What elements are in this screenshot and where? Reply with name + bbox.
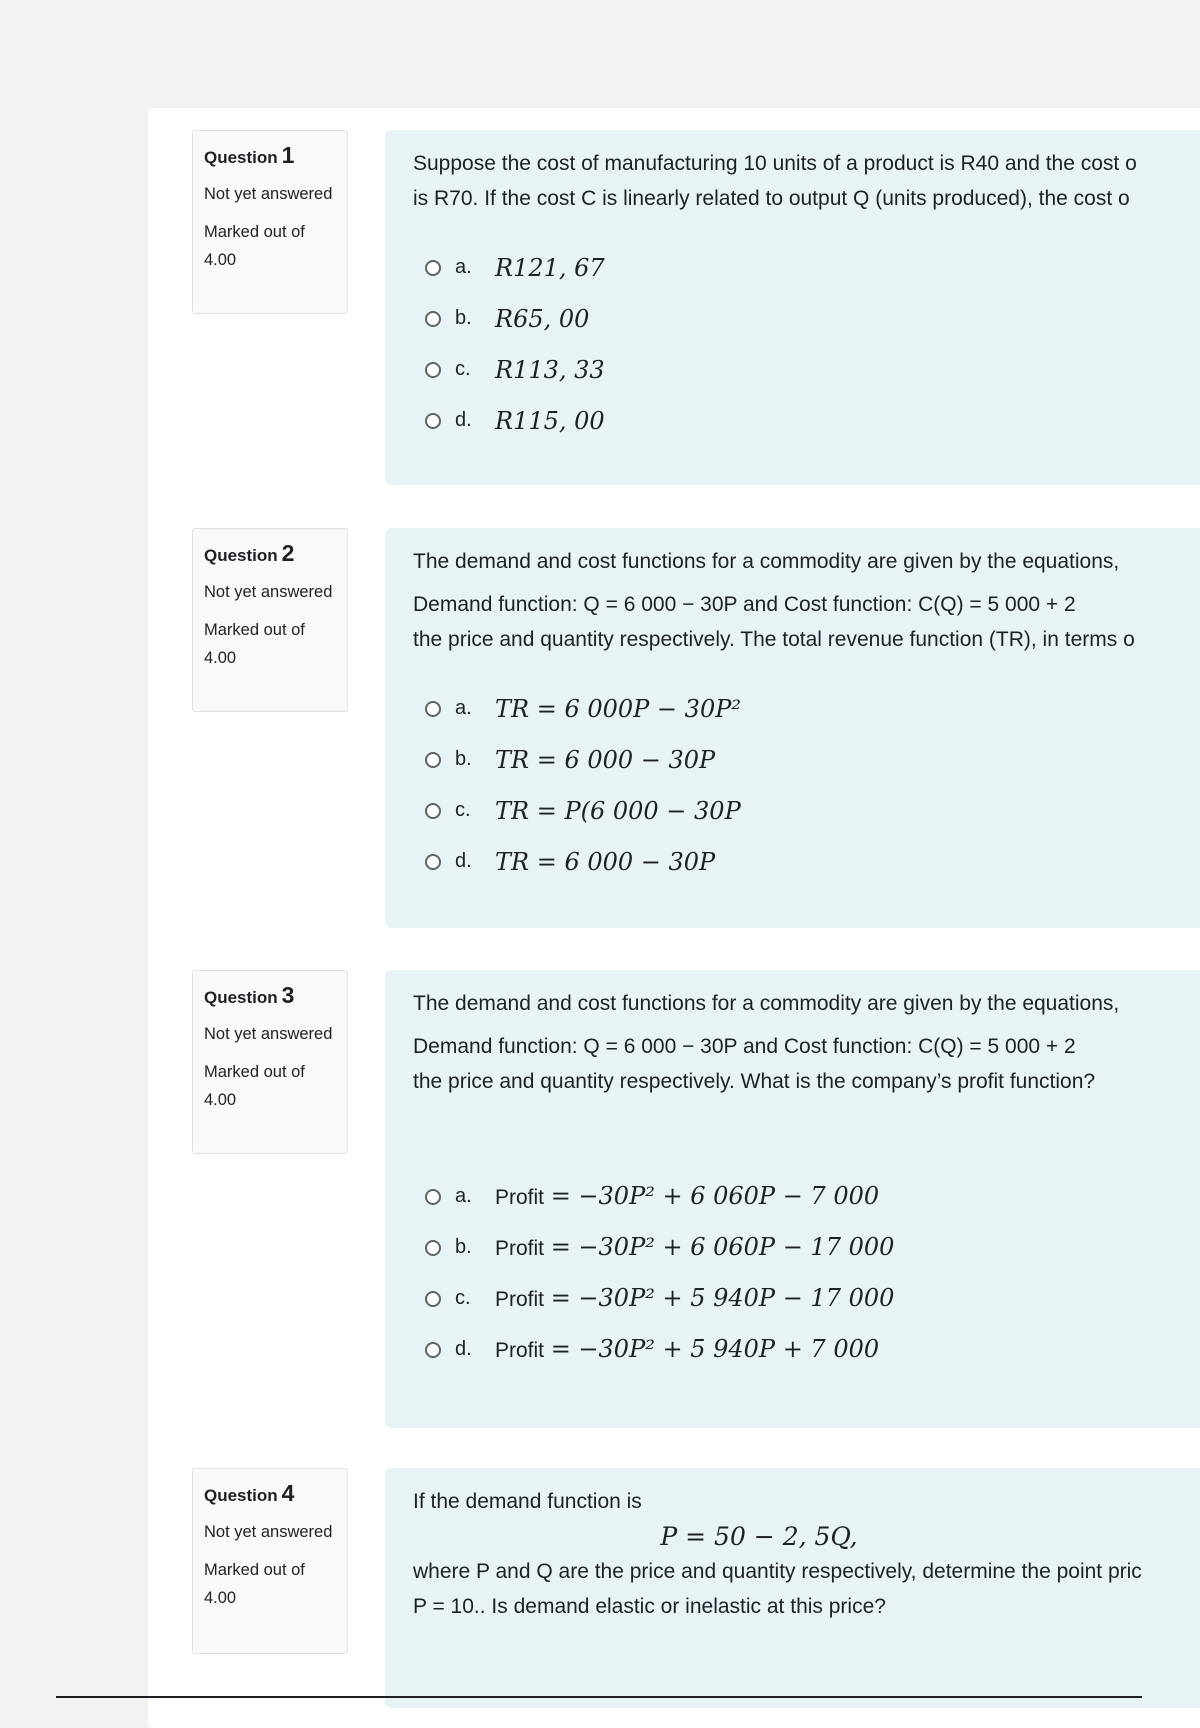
question-label: Question <box>204 988 278 1007</box>
question-number: 4 <box>281 1480 295 1506</box>
demand-equation: P = 50 − 2, 5Q, <box>660 1522 858 1551</box>
question-text-line: P = 10.. Is demand elastic or inelastic at this price? <box>413 1595 886 1618</box>
question-text <box>413 146 1200 216</box>
question-text-line: The demand and cost functions for a commodity are given by the equations, <box>413 550 1120 573</box>
question-text-line: The demand and cost functions for a commodity are given by the equations, <box>413 992 1120 1015</box>
answer-letter: d. <box>455 1338 472 1360</box>
answer-text <box>495 1233 894 1262</box>
answer-option[interactable] <box>413 1324 1200 1375</box>
answer-letter: c. <box>455 799 471 821</box>
question-text-line: the price and quantity respectively. What is the company’s profit function? <box>413 1070 1096 1093</box>
answer-formula: = −30P² + 6 060P − 7 000 <box>550 1182 880 1210</box>
answer-text: R113, 33 <box>495 355 605 384</box>
answer-list <box>413 242 1200 446</box>
question-state: Not yet answered <box>204 1025 333 1043</box>
answer-prefix: Profit <box>495 1339 545 1362</box>
answer-option[interactable] <box>413 1171 1200 1222</box>
question-content <box>385 1468 1200 1708</box>
question-number: 3 <box>281 982 295 1008</box>
question-number: 1 <box>281 142 295 168</box>
answer-prefix: Profit <box>495 1237 545 1260</box>
radio-button[interactable] <box>425 1189 441 1205</box>
question-text-line: Demand function: Q = 6 000 − 30P and Cost function: C(Q) = 5 000 + 2 <box>413 1035 1076 1058</box>
question-text-line: Demand function: Q = 6 000 − 30P and Cost function: C(Q) = 5 000 + 2 <box>413 593 1076 616</box>
answer-text <box>495 1284 894 1313</box>
answer-option[interactable] <box>413 785 1200 836</box>
answer-letter: c. <box>455 1287 471 1309</box>
radio-button[interactable] <box>425 413 441 429</box>
answer-text <box>495 1335 879 1364</box>
answer-option[interactable] <box>413 734 1200 785</box>
question-text-line: the price and quantity respectively. The total revenue function (TR), in terms o <box>413 628 1135 651</box>
answer-letter: c. <box>455 358 471 380</box>
question-state: Not yet answered <box>204 583 333 601</box>
answer-text: R115, 00 <box>495 406 605 435</box>
answer-list <box>413 683 1200 887</box>
answer-letter: b. <box>455 748 472 770</box>
question-text <box>413 1484 1200 1624</box>
question-label: Question <box>204 148 278 167</box>
radio-button[interactable] <box>425 803 441 819</box>
question-number: 2 <box>281 540 295 566</box>
answer-letter: d. <box>455 409 472 431</box>
answer-letter: d. <box>455 850 472 872</box>
radio-button[interactable] <box>425 362 441 378</box>
answer-letter: a. <box>455 256 472 278</box>
radio-button[interactable] <box>425 1342 441 1358</box>
question-state: Not yet answered <box>204 185 333 203</box>
answer-option[interactable] <box>413 683 1200 734</box>
answer-text <box>495 1182 879 1211</box>
answer-option[interactable] <box>413 1222 1200 1273</box>
answer-option[interactable] <box>413 395 1200 446</box>
radio-button[interactable] <box>425 311 441 327</box>
question-text-line: is R70. If the cost C is linearly related to output Q (units produced), the cost o <box>413 187 1130 210</box>
question-label: Question <box>204 1486 278 1505</box>
question-text <box>413 544 1200 657</box>
radio-button[interactable] <box>425 701 441 717</box>
answer-prefix: Profit <box>495 1186 545 1209</box>
quiz-page <box>148 108 1200 1728</box>
radio-button[interactable] <box>425 1240 441 1256</box>
answer-text: TR = 6 000 − 30P <box>495 847 716 876</box>
answer-option[interactable] <box>413 1273 1200 1324</box>
question-state: Not yet answered <box>204 1523 333 1541</box>
question-content <box>385 528 1200 928</box>
answer-letter: a. <box>455 697 472 719</box>
radio-button[interactable] <box>425 260 441 276</box>
question-text-line: Suppose the cost of manufacturing 10 units of a product is R40 and the cost o <box>413 152 1137 175</box>
question-text-line: If the demand function is <box>413 1490 642 1513</box>
answer-letter: a. <box>455 1185 472 1207</box>
radio-button[interactable] <box>425 752 441 768</box>
question-info <box>192 528 348 712</box>
question-info <box>192 970 348 1154</box>
answer-letter: b. <box>455 1236 472 1258</box>
answer-text: TR = 6 000 − 30P <box>495 745 716 774</box>
question-grade: Marked out of 4.00 <box>204 223 305 269</box>
answer-text: R65, 00 <box>495 304 590 333</box>
answer-option[interactable] <box>413 344 1200 395</box>
answer-prefix: Profit <box>495 1288 545 1311</box>
answer-letter: b. <box>455 307 472 329</box>
answer-text: TR = 6 000P − 30P² <box>495 694 741 723</box>
answer-formula: = −30P² + 5 940P − 17 000 <box>550 1284 895 1312</box>
question-text <box>413 986 1200 1099</box>
question-text-line: where P and Q are the price and quantity respectively, determine the point pric <box>413 1560 1142 1583</box>
answer-option[interactable] <box>413 293 1200 344</box>
question-label: Question <box>204 546 278 565</box>
answer-text: TR = P(6 000 − 30P <box>495 796 741 825</box>
bottom-divider <box>56 1696 1142 1698</box>
radio-button[interactable] <box>425 854 441 870</box>
question-info <box>192 1468 348 1654</box>
question-content <box>385 130 1200 485</box>
question-grade: Marked out of 4.00 <box>204 1063 305 1109</box>
answer-formula: = −30P² + 6 060P − 17 000 <box>550 1233 895 1261</box>
question-content <box>385 970 1200 1428</box>
answer-formula: = −30P² + 5 940P + 7 000 <box>550 1335 880 1363</box>
radio-button[interactable] <box>425 1291 441 1307</box>
answer-option[interactable] <box>413 242 1200 293</box>
answer-option[interactable] <box>413 836 1200 887</box>
question-grade: Marked out of 4.00 <box>204 1561 305 1607</box>
answer-list <box>413 1171 1200 1375</box>
answer-text: R121, 67 <box>495 253 605 282</box>
question-info <box>192 130 348 314</box>
question-grade: Marked out of 4.00 <box>204 621 305 667</box>
